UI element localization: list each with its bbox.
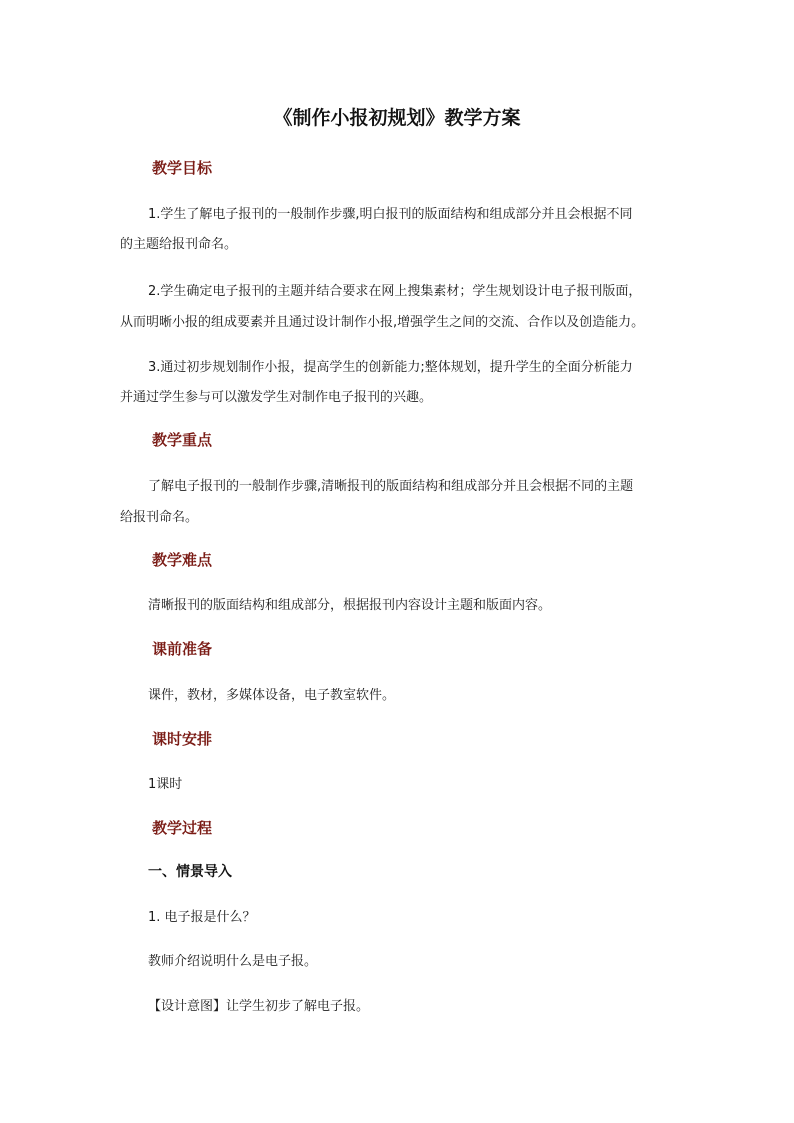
goal-2-line-2: 从而明晰小报的组成要素并且通过设计制作小报,增强学生之间的交流、合作以及创造能力。 xyxy=(120,315,645,330)
goal-3-line-1: 3.通过初步规划制作小报，提高学生的创新能力;整体规划，提升学生的全面分析能力 xyxy=(148,360,633,375)
heading-schedule: 课时安排 xyxy=(152,730,213,748)
heading-process: 教学过程 xyxy=(152,819,213,837)
question-1: 1. 电子报是什么？ xyxy=(148,910,256,925)
goal-1-line-1: 1.学生了解电子报刊的一般制作步骤,明白报刊的版面结构和组成部分并且会根据不同 xyxy=(148,207,633,222)
heading-teaching-goals: 教学目标 xyxy=(152,159,213,177)
preparation-text: 课件，教材，多媒体设备，电子教室软件。 xyxy=(148,688,396,703)
question-1-text: 教师介绍说明什么是电子报。 xyxy=(148,954,318,969)
difficulties-text: 清晰报刊的版面结构和组成部分，根据报刊内容设计主题和版面内容。 xyxy=(148,598,552,613)
goal-3-line-2: 并通过学生参与可以激发学生对制作电子报刊的兴趣。 xyxy=(120,390,433,405)
heading-difficulties: 教学难点 xyxy=(152,551,213,569)
document-title: 《制作小报初规划》教学方案 xyxy=(273,107,521,129)
heading-preparation: 课前准备 xyxy=(152,640,213,658)
goal-2-line-1: 2.学生确定电子报刊的主题并结合要求在网上搜集素材；学生规划设计电子报刊版面， xyxy=(148,284,642,299)
goal-1-line-2: 的主题给报刊命名。 xyxy=(120,237,238,252)
schedule-text: 1课时 xyxy=(148,777,183,792)
key-points-line-1: 了解电子报刊的一般制作步骤,清晰报刊的版面结构和组成部分并且会根据不同的主题 xyxy=(148,479,634,494)
heading-key-points: 教学重点 xyxy=(152,431,213,449)
key-points-line-2: 给报刊命名。 xyxy=(120,510,199,525)
design-intent: 【设计意图】让学生初步了解电子报。 xyxy=(148,999,370,1014)
section-scenario-intro: 一、情景导入 xyxy=(148,864,232,880)
